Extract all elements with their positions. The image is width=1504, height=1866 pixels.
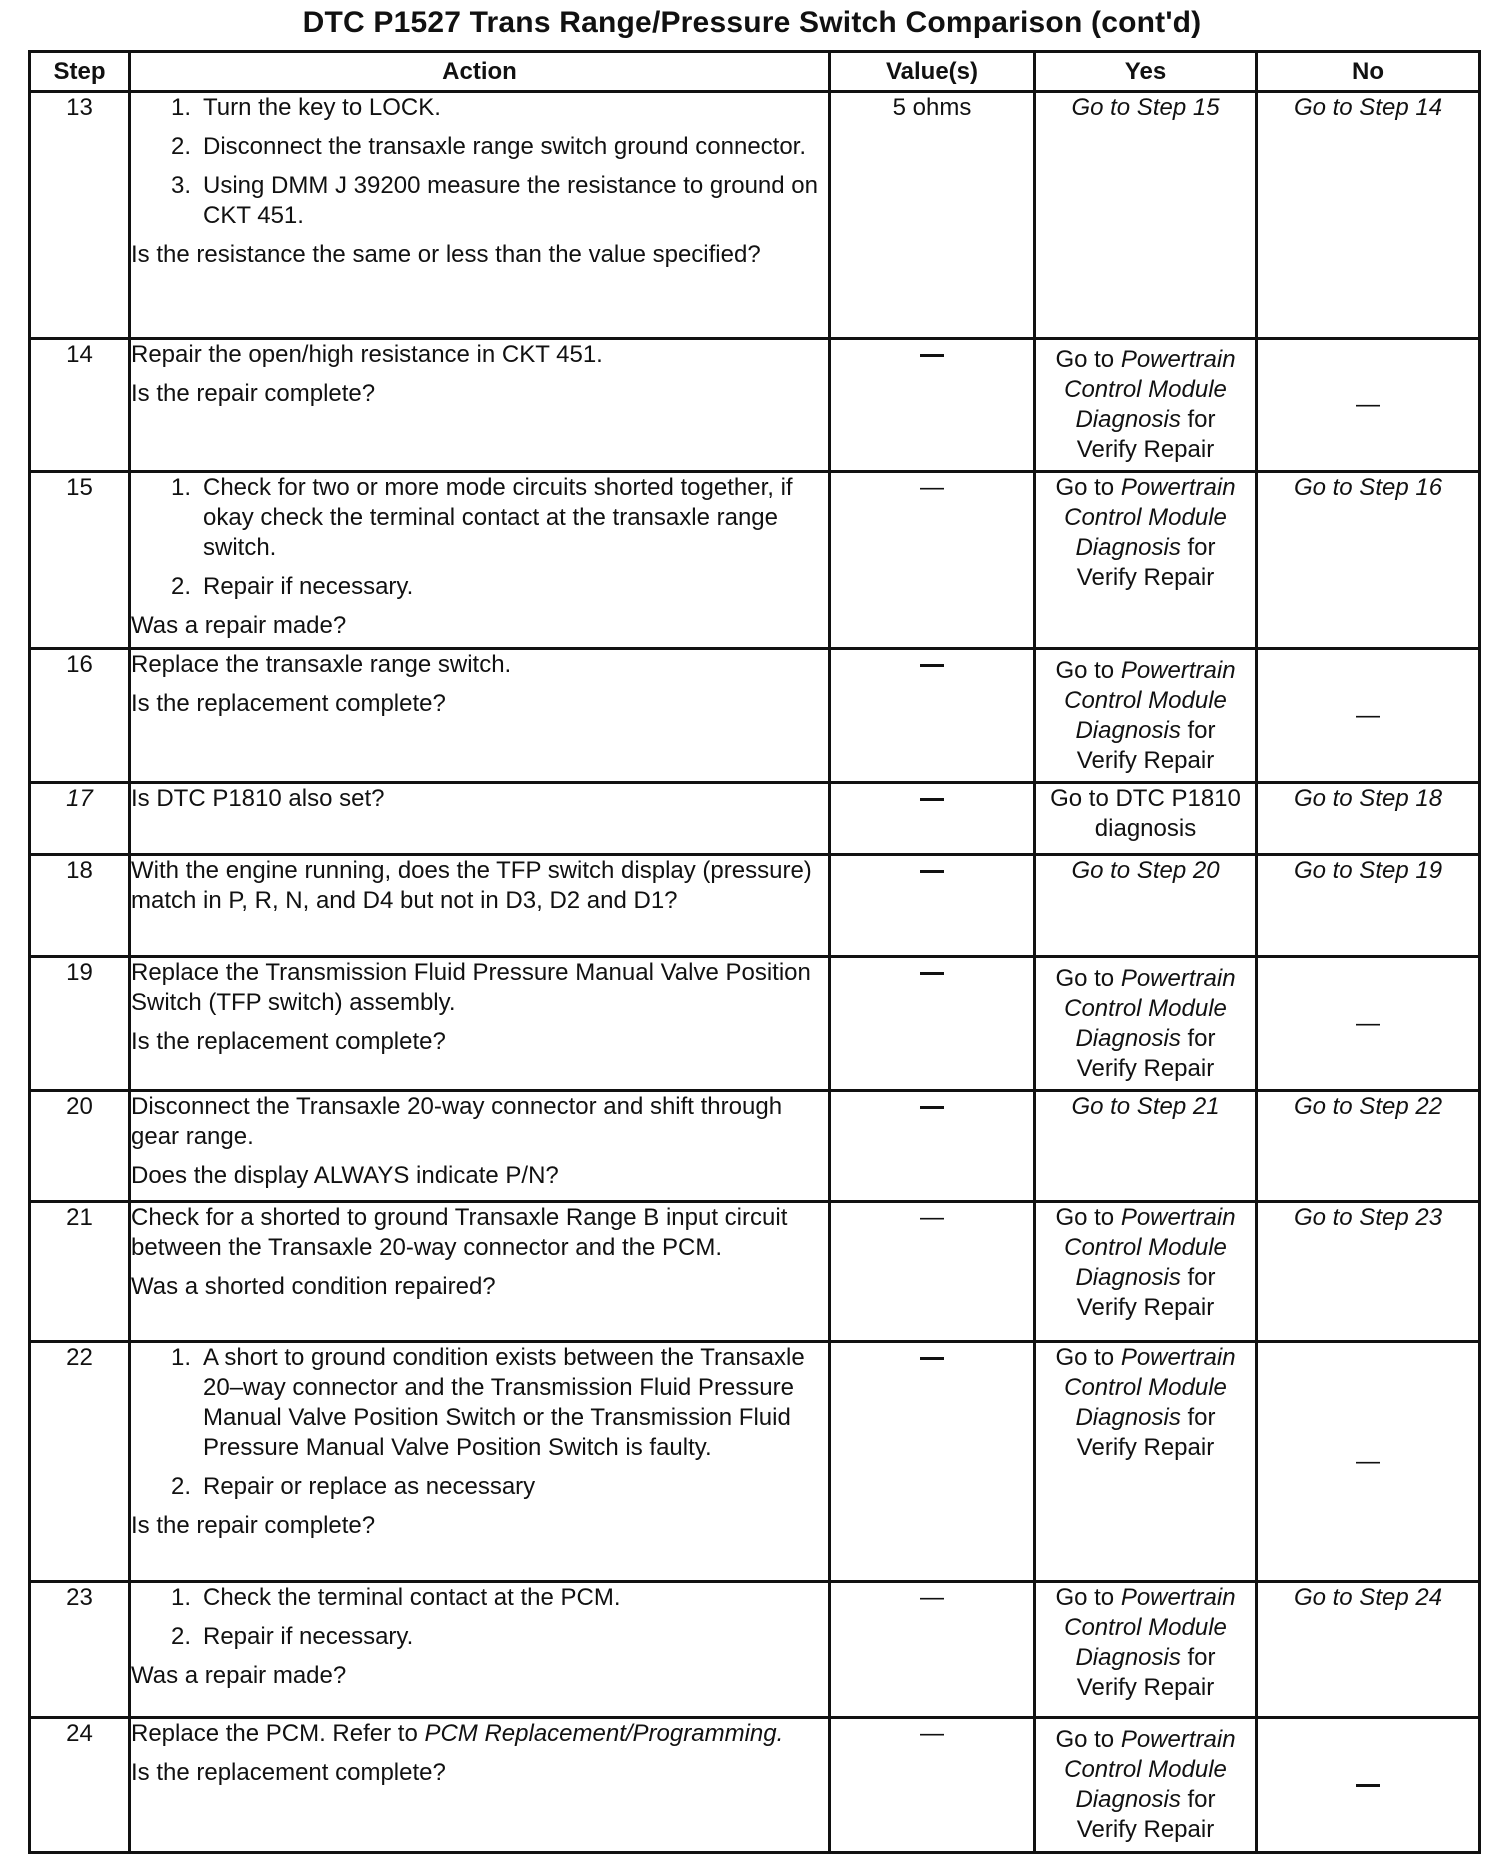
no-cell: — xyxy=(1257,957,1480,1091)
header-action: Action xyxy=(130,52,830,92)
no-cell xyxy=(1257,1718,1480,1853)
step-number: 24 xyxy=(30,1718,130,1853)
yes-cell: Go to Powertrain Control Module Diagnosis for Verify Repair xyxy=(1035,649,1257,783)
no-cell: Go to Step 18 xyxy=(1257,783,1480,855)
action-cell: 1. Check the terminal contact at the PCM. 2. Repair if necessary. Was a repair made? xyxy=(130,1582,830,1718)
action-cell: Check for a shorted to ground Transaxle Range B input circuit between the Transaxle 20-way connector and the PCM. Was a shorted condition repaired? xyxy=(130,1202,830,1342)
table-row-step-17 xyxy=(30,783,1480,855)
action-cell: Is DTC P1810 also set? xyxy=(130,783,830,855)
table-row-step-16 xyxy=(30,649,1480,783)
table-row-step-14 xyxy=(30,339,1480,472)
step-number: 20 xyxy=(30,1091,130,1202)
yes-cell: Go to Step 15 xyxy=(1035,92,1257,339)
value-cell xyxy=(830,1091,1035,1202)
yes-cell: Go to Powertrain Control Module Diagnosis for Verify Repair xyxy=(1035,957,1257,1091)
table-header-row xyxy=(30,52,1480,92)
table-row-step-19 xyxy=(30,957,1480,1091)
action-cell: Replace the Transmission Fluid Pressure Manual Valve Position Switch (TFP switch) assembly. Is the replacement complete? xyxy=(130,957,830,1091)
dash-mark xyxy=(920,664,944,667)
no-cell: — xyxy=(1257,649,1480,783)
step-number: 13 xyxy=(30,92,130,339)
value-cell: — xyxy=(830,1202,1035,1342)
header-step: Step xyxy=(30,52,130,92)
step-number: 15 xyxy=(30,472,130,649)
no-cell: Go to Step 23 xyxy=(1257,1202,1480,1342)
action-cell: 1. Check for two or more mode circuits shorted together, if okay check the terminal contact at the transaxle range switch. 2. Repair if necessary. Was a repair made? xyxy=(130,472,830,649)
header-value: Value(s) xyxy=(830,52,1035,92)
yes-cell: Go to Powertrain Control Module Diagnosis for Verify Repair xyxy=(1035,339,1257,472)
yes-cell: Go to Powertrain Control Module Diagnosis for Verify Repair xyxy=(1035,1718,1257,1853)
step-number: 14 xyxy=(30,339,130,472)
yes-cell: Go to Powertrain Control Module Diagnosis for Verify Repair xyxy=(1035,472,1257,649)
action-cell: With the engine running, does the TFP switch display (pressure) match in P, R, N, and D4 but not in D3, D2 and D1? xyxy=(130,855,830,957)
action-cell: Replace the transaxle range switch. Is the replacement complete? xyxy=(130,649,830,783)
list-item: 2. Disconnect the transaxle range switch ground connector. xyxy=(170,133,807,160)
table-row-step-13 xyxy=(30,92,1480,339)
yes-cell: Go to Powertrain Control Module Diagnosis for Verify Repair xyxy=(1035,1582,1257,1718)
list-item: 2. Repair if necessary. xyxy=(170,573,414,600)
list-item: 3. Using DMM J 39200 measure the resistance to ground on CKT 451. xyxy=(170,172,818,229)
no-cell: Go to Step 24 xyxy=(1257,1582,1480,1718)
no-cell: Go to Step 22 xyxy=(1257,1091,1480,1202)
value-cell xyxy=(830,649,1035,783)
dash-mark xyxy=(920,972,944,975)
table-row-step-18 xyxy=(30,855,1480,957)
dash-mark xyxy=(920,798,944,801)
step-number: 17 xyxy=(30,783,130,855)
table-row-step-23 xyxy=(30,1582,1480,1718)
value-cell: — xyxy=(830,472,1035,649)
action-cell xyxy=(130,92,830,339)
table-row-step-24 xyxy=(30,1718,1480,1853)
step-number: 18 xyxy=(30,855,130,957)
action-cell: Disconnect the Transaxle 20-way connector and shift through gear range. Does the display ALWAYS indicate P/N? xyxy=(130,1091,830,1202)
value-cell xyxy=(830,855,1035,957)
list-item: 1. Check for two or more mode circuits shorted together, if okay check the terminal contact at the transaxle range switch. xyxy=(170,474,793,561)
table-row-step-22 xyxy=(30,1342,1480,1582)
diagnostic-table xyxy=(28,50,1481,1854)
dash-mark xyxy=(920,1357,944,1360)
step-number: 16 xyxy=(30,649,130,783)
yes-cell: Go to Powertrain Control Module Diagnosis for Verify Repair xyxy=(1035,1202,1257,1342)
value-cell xyxy=(830,783,1035,855)
step-number: 23 xyxy=(30,1582,130,1718)
step-number: 22 xyxy=(30,1342,130,1582)
yes-cell: Go to Step 20 xyxy=(1035,855,1257,957)
action-cell: Repair the open/high resistance in CKT 451. Is the repair complete? xyxy=(130,339,830,472)
table-row-step-21 xyxy=(30,1202,1480,1342)
table-row-step-20 xyxy=(30,1091,1480,1202)
value-cell xyxy=(830,1342,1035,1582)
action-cell: 1. A short to ground condition exists between the Transaxle 20–way connector and the Transmission Fluid Pressure Manual Valve Position Switch or the Transmission Fluid Pressure Manual Valve Position Switch is faulty. 2. Repair or replace as necessary Is the repair complete? xyxy=(130,1342,830,1582)
no-cell: Go to Step 14 xyxy=(1257,92,1480,339)
dash-mark xyxy=(920,870,944,873)
yes-cell: Go to DTC P1810 diagnosis xyxy=(1035,783,1257,855)
no-cell: — xyxy=(1257,1342,1480,1582)
dash-mark xyxy=(1356,1784,1380,1787)
list-item: 1. Check the terminal contact at the PCM. xyxy=(170,1584,621,1611)
action-cell: Replace the PCM. Refer to PCM Replacement/Programming. Is the replacement complete? xyxy=(130,1718,830,1853)
value-cell: 5 ohms xyxy=(830,92,1035,339)
no-cell: Go to Step 19 xyxy=(1257,855,1480,957)
step-number: 19 xyxy=(30,957,130,1091)
header-no: No xyxy=(1257,52,1480,92)
page-title: DTC P1527 Trans Range/Pressure Switch Comparison (cont'd) xyxy=(302,6,1202,39)
action-question: Is the resistance the same or less than the value specified? xyxy=(131,241,761,268)
list-item: 2. Repair or replace as necessary xyxy=(170,1473,536,1500)
list-item: 2. Repair if necessary. xyxy=(170,1623,414,1650)
header-yes: Yes xyxy=(1035,52,1257,92)
no-cell: Go to Step 16 xyxy=(1257,472,1480,649)
list-item: 1. A short to ground condition exists between the Transaxle 20–way connector and the Transmission Fluid Pressure Manual Valve Position Switch or the Transmission Fluid Pressure Manual Valve Position Switch is faulty. xyxy=(170,1344,805,1461)
value-cell xyxy=(830,957,1035,1091)
value-cell xyxy=(830,339,1035,472)
dash-mark xyxy=(920,354,944,357)
list-item: 1. Turn the key to LOCK. xyxy=(170,94,441,121)
value-cell: — xyxy=(830,1582,1035,1718)
step-number: 21 xyxy=(30,1202,130,1342)
yes-cell: Go to Step 21 xyxy=(1035,1091,1257,1202)
dash-mark xyxy=(920,1106,944,1109)
no-cell: — xyxy=(1257,339,1480,472)
yes-cell: Go to Powertrain Control Module Diagnosis for Verify Repair xyxy=(1035,1342,1257,1582)
value-cell: — xyxy=(830,1718,1035,1853)
table-row-step-15 xyxy=(30,472,1480,649)
